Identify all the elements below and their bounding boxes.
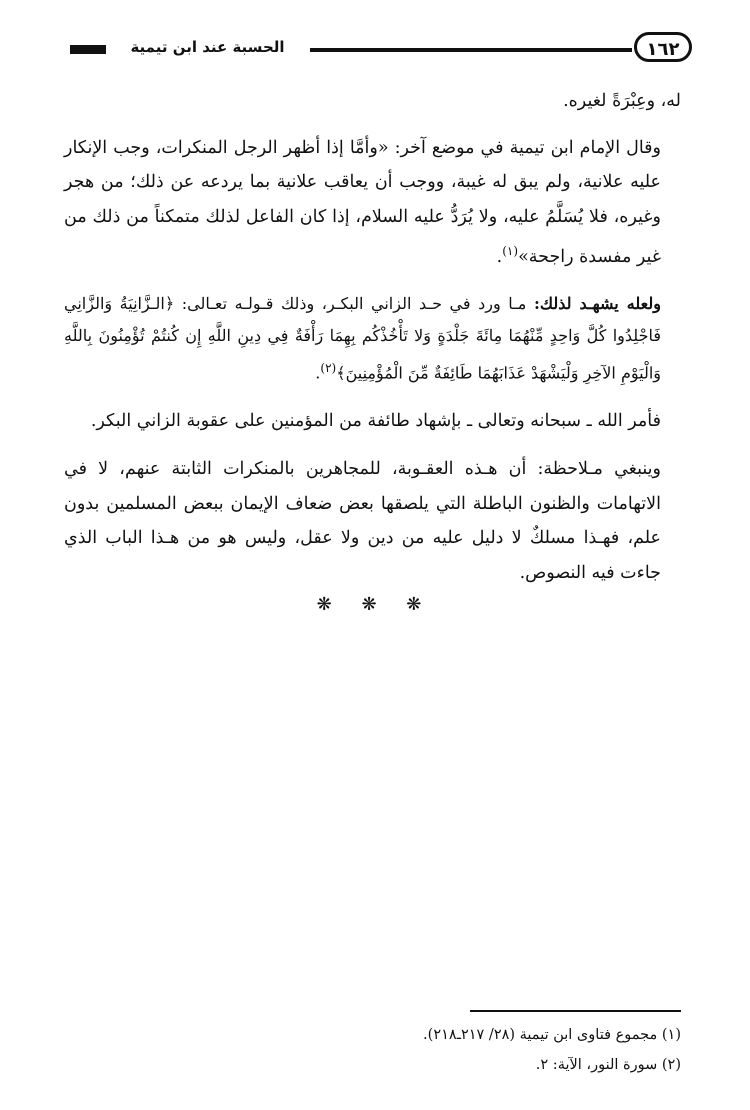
paragraph-5-text: وينبغي مـلاحظة: أن هـذه العقـوبة، للمجاهرين بالمنكرات الثابتة عنهم، لا في الاتهامات والظنون الباطلة التي يلصقها بعض ضعاف الإيمان ببعض المسلمين بدون علم، فهـذا مسلكٌ لا دليل عليه من دين ولا عقل، وليس هو من هـذا الباب الذي جاءت فيه النصوص. xyxy=(64,459,661,583)
paragraph-2-end: . xyxy=(496,246,503,267)
paragraph-1-text: له، وعِبْرَةً لغيره. xyxy=(563,91,681,111)
main-text xyxy=(64,84,681,604)
footnote-ref-2: (٢) xyxy=(320,361,337,376)
running-title: الحسبة عند ابن تيمية xyxy=(130,38,285,56)
footnote-divider xyxy=(470,1010,681,1012)
paragraph-2-text: وقال الإمام ابن تيمية في موضع آخر: «وأمَّا إذا أظهر الرجل المنكرات، وجب الإنكار عليه علانية، ولم يبق له غيبة، ووجب أن يعاقب علانية بما يردعه عن ذلك؛ من هجر وغيره، فلا يُسَلَّمُ عليه، ولا يُرَدُّ عليه السلام، إذا كان الفاعل لذلك متمكناً من ذلك من غير مفسدة راجحة» xyxy=(64,137,661,267)
paragraph-1 xyxy=(64,84,681,119)
paragraph-2 xyxy=(64,131,681,275)
section-separator: ❋ ❋ ❋ xyxy=(316,594,434,615)
paragraph-4 xyxy=(64,404,681,439)
footnote-1: (١) مجموع فتاوى ابن تيمية (٢٨/ ٢١٧ـ٢١٨). xyxy=(423,1027,681,1043)
page-number: ١٦٢ xyxy=(634,32,692,62)
paragraph-3-lead: ولعله يشهـد لذلك: xyxy=(533,294,661,314)
footnote-2: (٢) سورة النور، الآية: ٢. xyxy=(535,1057,681,1073)
page-header xyxy=(40,32,680,66)
paragraph-3-text: مـا ورد في حـد الزاني البكـر، وذلك قـولـه تعـالى: ﴿الـزَّانِيَةُ وَالزَّانِي فَاجْلِدُوا كُلَّ وَاحِدٍ مِّنْهُمَا مِائَةَ جَلْدَةٍ وَلا تَأْخُذْكُم بِهِمَا رَأْفَةٌ فِي دِينِ اللَّهِ إِن كُنتُمْ تُؤْمِنُونَ بِاللَّهِ وَالْيَوْمِ الآخِرِ وَلْيَشْهَدْ عَذَابَهُمَا طَائِفَةٌ مِّنَ الْمُؤْمِنِينَ﴾ xyxy=(64,294,661,383)
paragraph-3-end: . xyxy=(315,363,321,383)
paragraph-5 xyxy=(64,452,681,590)
paragraph-3 xyxy=(64,288,681,389)
header-rule-left xyxy=(70,45,106,54)
footnotes xyxy=(64,1020,681,1080)
footnote-ref-1: (١) xyxy=(502,244,519,258)
header-rule-right xyxy=(310,48,632,52)
paragraph-4-text: فأمر الله ـ سبحانه وتعالى ـ بإشهاد طائفة من المؤمنين على عقوبة الزاني البكر. xyxy=(90,410,661,431)
